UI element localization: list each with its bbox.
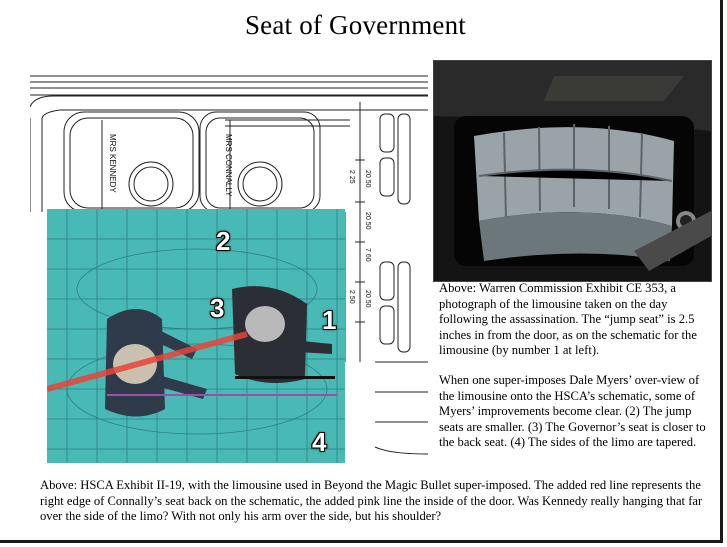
overlay-number-4: 4 xyxy=(312,427,327,457)
dimension-label: 7 60 xyxy=(364,248,371,262)
dimension-label: 2 50 xyxy=(348,290,355,304)
overlay-number-2: 2 xyxy=(216,226,231,256)
photo-caption: Above: Warren Commission Exhibit CE 353, a photograph of the limousine taken on the day following the assassination. The “jump seat” is 2.5 inches in from the door, as on the schematic for the limousine (by number 1 at left). xyxy=(439,281,697,357)
bottom-caption: Above: HSCA Exhibit II-19, with the limousine used in Beyond the Magic Bullet super-imposed. The added red line represents the right edge of Connally’s seat back on the schematic, the added pink line the inside of the door. Was Kennedy really hanging that far over the side of the limo? With not only his arm over the side, but his shoulder? xyxy=(40,478,703,523)
schematic-label-mrs-connally: MRS CONNALLY xyxy=(224,134,233,197)
dimension-label: 2 25 xyxy=(348,170,355,184)
dimension-label: 20 50 xyxy=(364,170,371,188)
schematic-label-mrs-kennedy: MRS KENNEDY xyxy=(108,134,117,193)
dimension-label: 20 50 xyxy=(364,290,371,308)
overlay-number-3: 3 xyxy=(210,293,225,323)
overlay-caption: When one super-imposes Dale Myers’ over-view of the limousine onto the HSCA’s schematic, some of Myers’ improvements become clear. (2) The jump seats are smaller. (3) The Governor’s seat is closer to the back seat. (4) The sides of the limo are tapered. xyxy=(439,373,706,449)
slide-title: Seat of Government xyxy=(244,10,467,40)
overlay-number-1: 1 xyxy=(322,305,337,335)
overlay-image xyxy=(47,209,345,463)
limousine-photo xyxy=(433,60,712,282)
dimension-label: 20 50 xyxy=(364,212,371,230)
